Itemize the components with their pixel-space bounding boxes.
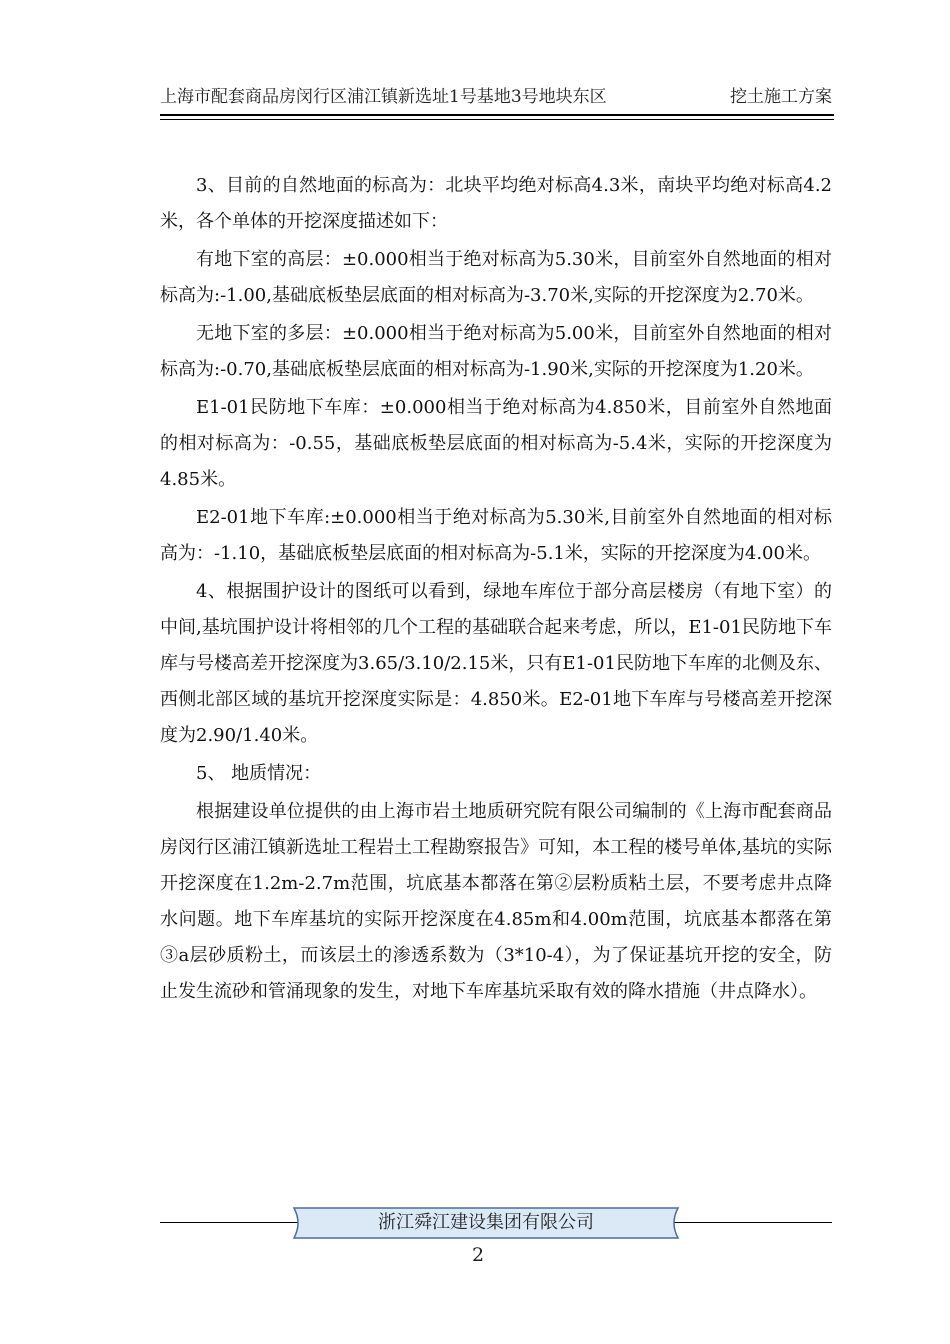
- body-text: [160, 168, 832, 1012]
- paragraph-retaining-design: 4、根据围护设计的图纸可以看到，绿地车库位于部分高层楼房（有地下室）的中间,基坑围护设计将相邻的几个工程的基础联合起来考虑，所以，E1-01民防地下车库与号楼高差开挖深度为3.65/3.10/2.15米，只有E1-01民防地下车库的北侧及东、西侧北部区域的基坑开挖深度实际是：4.850米。E2-01地下车库与号楼高差开挖深度为2.90/1.40米。: [160, 581, 832, 746]
- paragraph-highrise-basement: 有地下室的高层：±0.000相当于绝对标高为5.30米，目前室外自然地面的相对标高为:-1.00,基础底板垫层底面的相对标高为-3.70米,实际的开挖深度为2.70米。: [160, 249, 832, 306]
- page-number: 2: [471, 1244, 485, 1266]
- footer-company-name: 浙江舜江建设集团有限公司: [378, 1212, 594, 1233]
- header-project-title: 上海市配套商品房闵行区浦江镇新选址1号基地3号地块东区: [160, 87, 607, 107]
- page-header: [160, 82, 832, 112]
- paragraph-elevation-intro: 3、目前的自然地面的标高为：北块平均绝对标高4.3米，南块平均绝对标高4.2米，各个单体的开挖深度描述如下：: [160, 175, 832, 232]
- paragraph-e2-01-garage: E2-01地下车库:±0.000相当于绝对标高为5.30米,目前室外自然地面的相对标高为：-1.10，基础底板垫层底面的相对标高为-5.1米，实际的开挖深度为4.00米。: [160, 507, 832, 564]
- footer-banner: [286, 1205, 686, 1241]
- header-rule-thin: [160, 119, 834, 120]
- header-rule-thick: [160, 114, 834, 116]
- header-document-title: 挖土施工方案: [730, 87, 832, 107]
- paragraph-geology-heading: 5、 地质情况：: [196, 763, 322, 784]
- paragraph-multistory-no-basement: 无地下室的多层：±0.000相当于绝对标高为5.00米，目前室外自然地面的相对标高为:-0.70,基础底板垫层底面的相对标高为-1.90米,实际的开挖深度为1.20米。: [160, 323, 832, 380]
- paragraph-geology-details: 根据建设单位提供的由上海市岩土地质研究院有限公司编制的《上海市配套商品房闵行区浦江镇新选址工程岩土工程勘察报告》可知，本工程的楼号单体,基坑的实际开挖深度在1.2m-2.7m范围，坑底基本都落在第②层粉质粘土层，不要考虑井点降水问题。地下车库基坑的实际开挖深度在4.85m和4.00m范围，坑底基本都落在第③a层砂质粉土，而该层土的渗透系数为（3*10-4），为了保证基坑开挖的安全，防止发生流砂和管涌现象的发生，对地下车库基坑采取有效的降水措施（井点降水）。: [160, 801, 832, 1002]
- paragraph-e1-01-garage: E1-01民防地下车库：±0.000相当于绝对标高为4.850米，目前室外自然地面的相对标高为：-0.55，基础底板垫层底面的相对标高为-5.4米，实际的开挖深度为4.85米。: [160, 397, 832, 490]
